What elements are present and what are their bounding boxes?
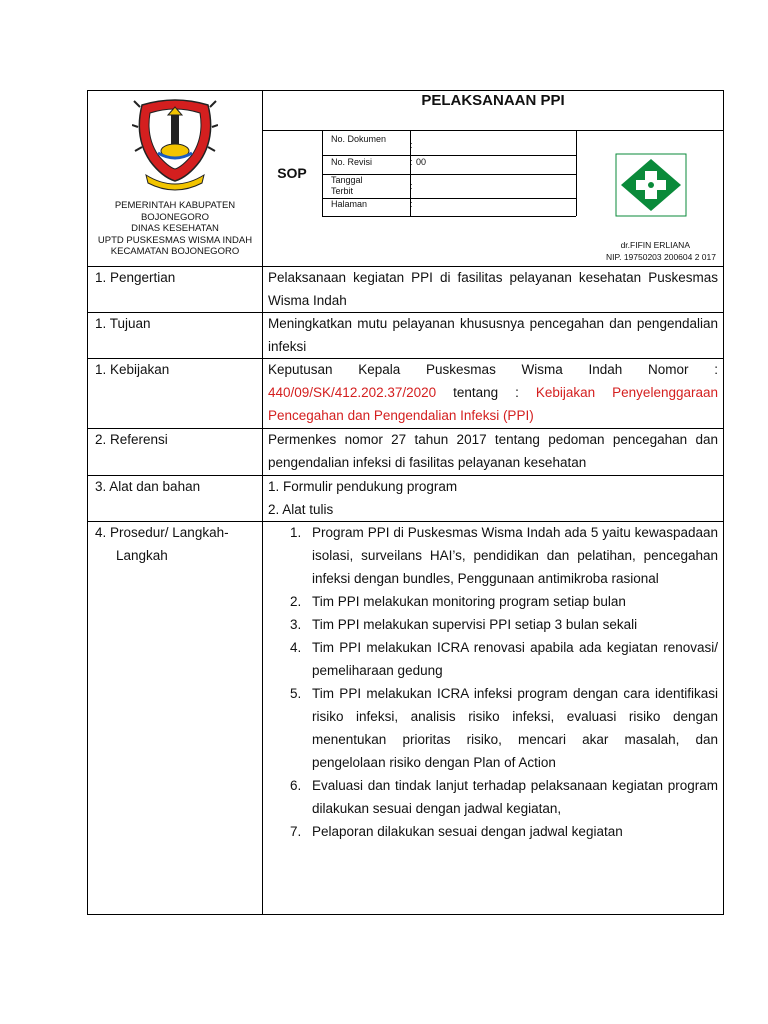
doc-number-sep: :: [410, 140, 413, 150]
prosedur-step: [262, 590, 718, 613]
doc-field-line: [322, 216, 576, 217]
step-number: 3.: [290, 617, 302, 632]
kebijakan-decree-number: 440/09/SK/412.202.37/2020: [268, 385, 437, 400]
alat-label: 3. Alat dan bahan: [95, 479, 201, 494]
prosedur-label-line1: 4. Prosedur/ Langkah-: [95, 525, 229, 540]
step-text: Program PPI di Puskesmas Wisma Indah ada 5 yaitu kewaspadaan isolasi, surveilans HAI’s, pendidikan dan pelatihan, pencegahan infeksi dengan bundles, Penggunaan antimikroba rasional: [312, 525, 718, 586]
prosedur-label-line2: Langkah: [116, 548, 168, 563]
prosedur-step: [262, 820, 718, 843]
step-text: Tim PPI melakukan ICRA infeksi program dengan cara identifikasi risiko infeksi, analisis risiko infeksi, evaluasi risiko dengan menentukan prioritas risiko, mencari akar masalah, dan pengelolaan risiko dengan Plan of Action: [312, 686, 718, 770]
tujuan-text: Meningkatkan mutu pelayanan khususnya pencegahan dan pengendalian infeksi: [268, 316, 718, 354]
issue-date-label: Tanggal Terbit: [331, 175, 363, 196]
prosedur-step: [262, 521, 718, 590]
doc-number-label: No. Dokumen: [331, 134, 387, 144]
doc-fields-right-border: [576, 130, 577, 216]
alat-item: 2. Alat tulis: [268, 502, 334, 517]
referensi-text: Permenkes nomor 27 tahun 2017 tentang pedoman pencegahan dan pengendalian infeksi di fasilitas pelayanan kesehatan: [268, 432, 718, 470]
kebijakan-decree-title: Kebijakan Penyelenggaraan Pencegahan dan Pengendalian Infeksi (PPI): [268, 385, 718, 423]
institution-line: PEMERINTAH KABUPATEN: [114, 200, 236, 211]
step-number: 5.: [290, 686, 302, 701]
prosedur-steps: [262, 521, 718, 843]
document-title: PELAKSANAAN PPI: [421, 92, 565, 109]
signatory-name: dr.FIFIN ERLIANA: [620, 240, 690, 250]
step-number: 2.: [290, 594, 302, 609]
prosedur-label: [95, 521, 229, 567]
kebijakan-about: tentang :: [436, 385, 536, 400]
step-number: 6.: [290, 778, 302, 793]
step-number: 1.: [290, 525, 302, 540]
prosedur-step: [262, 636, 718, 682]
revision-label: No. Revisi: [331, 157, 373, 167]
tujuan-label: 1. Tujuan: [95, 316, 151, 331]
step-text: Tim PPI melakukan monitoring program setiap bulan: [312, 594, 626, 609]
institution-line: KECAMATAN BOJONEGORO: [110, 246, 240, 257]
institution-line: BOJONEGORO: [140, 211, 210, 223]
revision-value: 00: [416, 157, 427, 167]
bojonegoro-crest-logo: [132, 97, 218, 197]
institution-line: DINAS KESEHATAN: [131, 223, 219, 234]
alat-item: 1. Formulir pendukung program: [268, 479, 458, 494]
doc-field-line: [322, 155, 576, 156]
pengertian-text: Pelaksanaan kegiatan PPI di fasilitas pelayanan kesehatan Puskesmas Wisma Indah: [268, 270, 718, 308]
pengertian-label: 1. Pengertian: [95, 270, 176, 285]
step-text: Evaluasi dan tindak lanjut terhadap pelaksanaan kegiatan program dilakukan sesuai dengan jadwal kegiatan,: [312, 778, 718, 816]
step-text: Pelaporan dilakukan sesuai dengan jadwal kegiatan: [312, 824, 623, 839]
step-text: Tim PPI melakukan ICRA renovasi apabila ada kegiatan renovasi/ pemeliharaan gedung: [312, 640, 718, 678]
step-number: 7.: [290, 824, 302, 839]
title-underline: [262, 130, 724, 131]
referensi-label: 2. Referensi: [95, 432, 168, 447]
institution-name: [88, 200, 262, 258]
doc-fields-left-border: [322, 130, 323, 216]
kebijakan-text: [268, 358, 718, 427]
kebijakan-intro: Keputusan Kepala Puskesmas Wisma Indah Nomor :: [268, 362, 718, 377]
prosedur-step: [262, 682, 718, 774]
page-sep: :: [410, 199, 413, 209]
sop-label: SOP: [277, 165, 307, 181]
prosedur-step: [262, 613, 718, 636]
revision-sep: :: [410, 157, 413, 167]
issue-date-sep: :: [410, 181, 413, 191]
page-label: Halaman: [331, 199, 368, 209]
kebijakan-label: 1. Kebijakan: [95, 362, 170, 377]
puskesmas-cross-logo: [615, 153, 687, 217]
prosedur-step: [262, 774, 718, 820]
step-number: 4.: [290, 640, 302, 655]
alat-list: [268, 475, 718, 521]
signatory-nip: NIP. 19750203 200604 2 017: [606, 252, 716, 262]
institution-line: UPTD PUSKESMAS WISMA INDAH: [97, 234, 253, 246]
step-text: Tim PPI melakukan supervisi PPI setiap 3 bulan sekali: [312, 617, 638, 632]
